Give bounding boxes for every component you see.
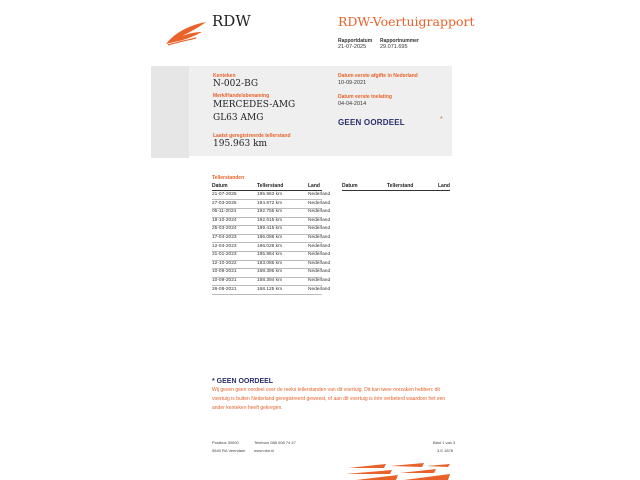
row-country: Nederland (308, 192, 331, 197)
row-odometer: 183.085 km (257, 260, 283, 266)
report-number-label: Rapportnummer (380, 38, 419, 44)
col-date-header: Datum (212, 183, 228, 189)
report-number: 29.071.695 (380, 44, 408, 50)
col-odometer-header-2: Tellerstand (387, 183, 414, 189)
col-date-header-2: Datum (342, 183, 358, 189)
row-date: 31-01-2023 (212, 252, 237, 258)
row-country: Nederland (308, 200, 331, 206)
row-odometer: 192.615 km (257, 217, 283, 223)
footer-phone: Telefoon 088 008 74 47 (254, 440, 296, 445)
row-odometer: 189.415 km (257, 226, 283, 232)
summary-panel (151, 66, 452, 156)
col-country-header-2: Land (438, 183, 450, 189)
row-country: Nederland (308, 252, 331, 258)
document-title: RDW-Voertuigrapport (338, 14, 475, 29)
plate-label: Kenteken (213, 73, 236, 79)
first-nl-label: Datum eerste afgifte in Nederland (338, 73, 418, 79)
row-date: 12-04-2023 (212, 243, 237, 249)
brand-name: RDW (212, 12, 251, 30)
verdict-asterisk: * (440, 116, 443, 123)
odometer-label: Laatst geregistreerde tellerstand (213, 133, 291, 139)
row-country: Nederland (308, 286, 331, 292)
row-odometer: 195.963 km (257, 192, 283, 197)
row-odometer: 168.395 km (257, 269, 283, 275)
row-country: Nederland (308, 217, 331, 223)
row-divider (212, 294, 322, 295)
explanation-line-1: Wij geven geen oordeel over de reeks tellerstanden van dit voertuig. Dit kan twee oorzaken hebben: dit (212, 387, 440, 393)
summary-panel-accent (151, 66, 189, 158)
footer-postbus: Postbus 30000 (212, 440, 239, 445)
row-country: Nederland (308, 226, 331, 232)
row-date: 27-03-2025 (212, 200, 237, 206)
row-country: Nederland (308, 243, 331, 249)
row-odometer: 186.086 km (257, 235, 283, 240)
odometer-table-title: Tellerstanden (212, 175, 245, 181)
row-date: 26-08-2021 (212, 286, 237, 292)
row-date: 25-03-2024 (212, 226, 237, 232)
explanation-line-2: voertuig is buiten Nederland geregistreerd geweest, of aan dit voertuig is één verbeterd waardoor het een (212, 396, 446, 402)
row-date: 21-07-2025 (212, 192, 237, 197)
footer-city: 9640 RA Veendam (212, 448, 246, 453)
row-date: 10-09-2021 (212, 269, 237, 275)
table-header-rule (212, 190, 322, 191)
first-admission-value: 04-04-2014 (338, 101, 367, 107)
row-date: 10-09-2021 (212, 278, 237, 283)
row-date: 12-10-2022 (212, 260, 237, 266)
report-date: 21-07-2025 (338, 44, 367, 50)
make-model-label: Merk/Handelsbenaming (213, 93, 270, 99)
footer-code: 3.E.1878 (437, 448, 454, 453)
row-odometer: 186.028 km (257, 243, 283, 249)
row-country: Nederland (308, 235, 331, 240)
decorative-stripes-icon (346, 462, 452, 480)
row-country: Nederland (308, 269, 331, 275)
table-header-rule-2 (342, 190, 450, 191)
col-odometer-header: Tellerstand (257, 183, 284, 189)
row-odometer: 192.755 km (257, 209, 283, 215)
row-odometer: 185.864 km (257, 252, 283, 258)
row-date: 18-10-2024 (212, 217, 237, 223)
row-date: 05-11-2024 (212, 209, 237, 215)
odometer-value: 195.963 km (213, 139, 268, 149)
footer-web[interactable]: www.rdw.nl (254, 448, 275, 453)
row-country: Nederland (308, 260, 331, 266)
report-date-label: Rapportdatum (338, 38, 373, 44)
row-country: Nederland (308, 209, 331, 215)
explanation-title: * GEEN OORDEEL (212, 378, 274, 385)
row-odometer: 194.872 km (257, 200, 283, 206)
rdw-logo-icon (164, 20, 208, 46)
plate-value: N-002-BG (213, 79, 259, 89)
row-country: Nederland (308, 278, 331, 283)
row-date: 17-04-2023 (212, 235, 237, 240)
make-value: MERCEDES-AMG (213, 100, 296, 110)
model-value: GL63 AMG (213, 113, 264, 123)
footer-page: Blad 1 van 3 (433, 440, 456, 445)
col-country-header: Land (308, 183, 320, 189)
explanation-line-3: ander kenteken heeft gekregen. (212, 405, 283, 411)
first-admission-label: Datum eerste toelating (338, 94, 392, 100)
first-nl-value: 10-09-2021 (338, 80, 367, 86)
row-odometer: 168.125 km (257, 286, 283, 292)
verdict-badge: GEEN OORDEEL (338, 118, 405, 127)
row-odometer: 168.394 km (257, 278, 283, 283)
